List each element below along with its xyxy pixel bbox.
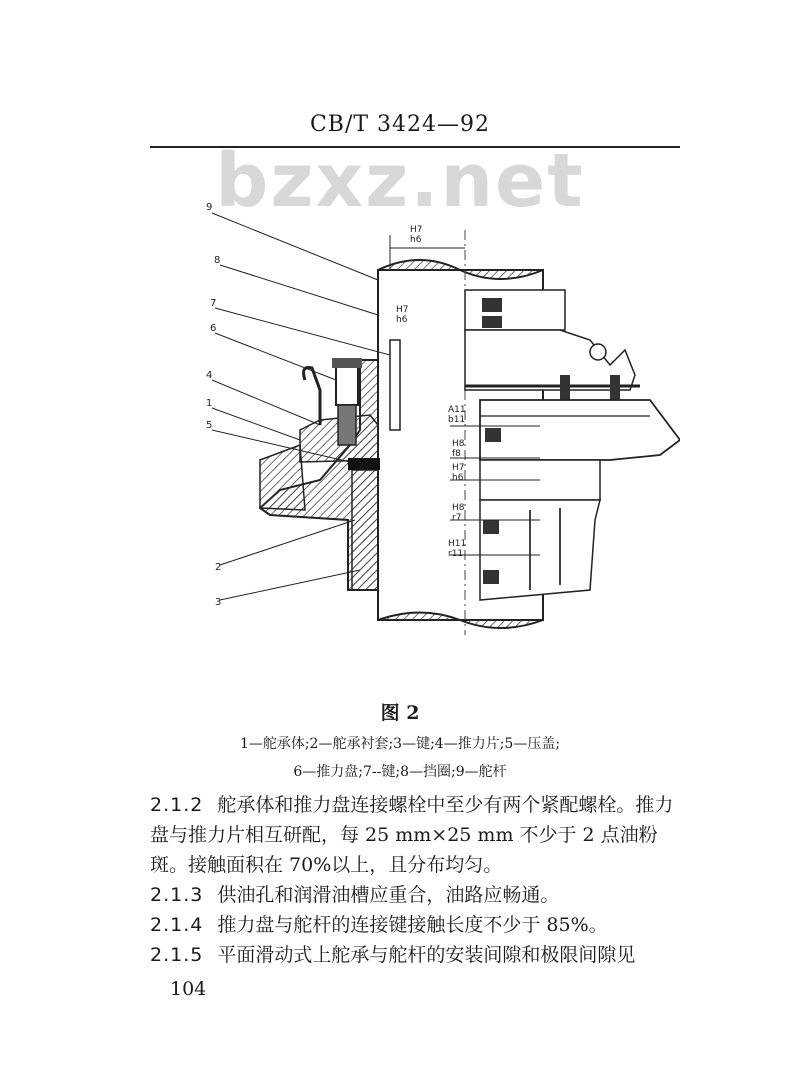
fit-label: b11 [448, 415, 466, 425]
part-label: 5 [206, 420, 213, 431]
fit-label: H11 [448, 539, 467, 549]
fit-label: f8 [452, 449, 461, 459]
fit-label: h6 [410, 235, 422, 245]
clause-number: 2.1.2 [150, 794, 204, 816]
clause-number: 2.1.5 [150, 944, 204, 966]
part-label: 7 [210, 298, 217, 309]
part-label: 3 [215, 597, 222, 608]
clause-2-1-2 [150, 790, 690, 880]
clause-number: 2.1.4 [150, 914, 204, 936]
clause-2-1-5 [150, 940, 690, 970]
watermark: bzxz.net [215, 138, 585, 224]
rudder-bearing-drawing [120, 190, 680, 650]
coupling-housing [465, 290, 680, 600]
figure-legend-line-1: 1—舵承体;2—舵承衬套;3—键;4—推力片;5—压盖; [239, 736, 561, 752]
fit-label: H7 [410, 225, 423, 235]
part-label: 4 [206, 370, 213, 381]
part-label: 9 [206, 202, 213, 213]
clause-text: 推力盘与舵杆的连接键接触长度不少于 85%。 [217, 914, 608, 936]
clause-text: 供油孔和润滑油槽应重合，油路应畅通。 [217, 884, 560, 906]
part-label: 8 [214, 255, 221, 266]
fit-label: H7 [396, 305, 409, 315]
fit-label: A11 [448, 405, 466, 415]
clause-text: 平面滑动式上舵承与舵杆的安装间隙和极限间隙见 [217, 944, 636, 966]
clause-2-1-4 [150, 910, 690, 940]
fit-label: H7 [452, 463, 465, 473]
clause-number: 2.1.3 [150, 884, 204, 906]
clause-2-1-3 [150, 880, 690, 910]
fit-label: H8 [452, 439, 465, 449]
page-header-code: CB/T 3424—92 [309, 112, 491, 137]
fit-label: h6 [452, 473, 464, 483]
retaining-ring [390, 340, 400, 430]
fit-label: H8 [452, 503, 465, 513]
part-label: 6 [210, 323, 217, 334]
figure-caption: 图 2 [380, 702, 420, 724]
clause-text: 舵承体和推力盘连接螺栓中至少有两个紧配螺栓。推力盘与推力片相互研配，每 25 mm×25 mm 不少于 2 点油粉斑。接触面积在 70%以上，且分布均匀。 [150, 794, 674, 876]
part-label: 1 [206, 398, 213, 409]
fit-label: r7 [452, 513, 462, 523]
figure-legend-line-2: 6—推力盘;7--键;8—挡圈;9—舵杆 [293, 764, 507, 780]
part-label: 2 [215, 562, 222, 573]
page-number: 104 [170, 978, 207, 1000]
fit-label: h6 [396, 315, 408, 325]
fit-label: r11 [448, 549, 464, 559]
